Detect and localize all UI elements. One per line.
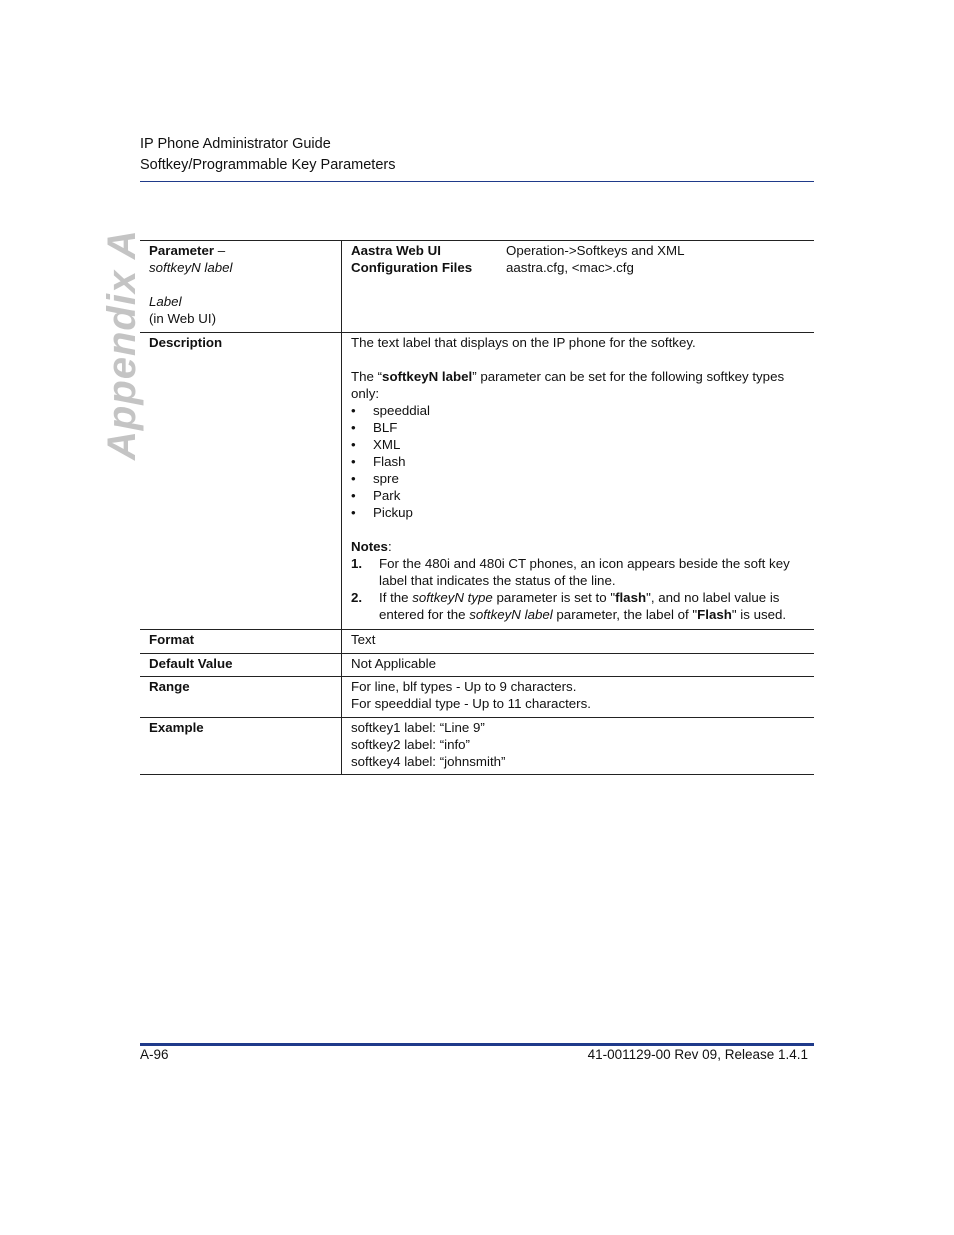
example-label: Example [149, 720, 204, 735]
table-row-parameter [140, 241, 814, 333]
example-label-cell [140, 718, 342, 775]
list-item: • Pickup [351, 505, 413, 520]
default-value-cell [342, 654, 815, 677]
description-line-1: The text label that displays on the IP phone for the softkey. [351, 335, 696, 350]
list-item: • BLF [351, 420, 398, 435]
table-row-format [140, 630, 814, 654]
parameter-label: Parameter [149, 243, 215, 258]
note-1: 1. For the 480i and 480i CT phones, an icon appears beside the soft key label that indicates the status of the line. [351, 556, 790, 588]
config-files-value: aastra.cfg, <mac>.cfg [506, 260, 634, 275]
list-item: • Park [351, 488, 401, 503]
default-label-cell [140, 654, 342, 677]
config-files-key: Configuration Files [351, 260, 473, 275]
range-line-2: For speeddial type - Up to 11 characters. [351, 696, 591, 711]
example-line: softkey1 label: “Line 9” [351, 720, 485, 735]
table-row-range [140, 677, 814, 718]
parameter-table [140, 240, 814, 775]
label-label: Label [149, 294, 182, 309]
parameter-dash: – [214, 243, 226, 258]
format-label-cell [140, 630, 342, 654]
example-line: softkey2 label: “info” [351, 737, 470, 752]
web-ui-value: Operation->Softkeys and XML [506, 243, 685, 258]
footer-rule [140, 1043, 814, 1046]
range-label-cell [140, 677, 342, 718]
document-id: 41-001129-00 Rev 09, Release 1.4.1 [587, 1047, 808, 1062]
example-value-cell [342, 718, 815, 775]
appendix-side-tab: Appendix A [100, 229, 144, 460]
table-row-description [140, 333, 814, 630]
format-value: Text [351, 632, 376, 647]
range-value-cell [342, 677, 815, 718]
config-cell [342, 241, 815, 333]
default-value: Not Applicable [351, 656, 437, 671]
running-header-section: Softkey/Programmable Key Parameters [140, 157, 396, 173]
example-line: softkey4 label: “johnsmith” [351, 754, 506, 769]
default-value-label: Default Value [149, 656, 233, 671]
running-header-title: IP Phone Administrator Guide [140, 136, 331, 152]
list-item: • spre [351, 471, 399, 486]
list-item: • XML [351, 437, 401, 452]
parameter-name: softkeyN label [149, 260, 233, 275]
description-label-cell [140, 333, 342, 630]
note-2: 2. If the softkeyN type parameter is set to "flash", and no label value is entered for the softkeyN label parameter, the label of "Flash" is used. [351, 590, 787, 622]
parameter-cell [140, 241, 342, 333]
list-item: • Flash [351, 454, 406, 469]
range-label: Range [149, 679, 190, 694]
table-row-example [140, 718, 814, 775]
description-line-2: The “softkeyN label” parameter can be set for the following softkey types only: [351, 369, 785, 401]
description-label: Description [149, 335, 223, 350]
label-note: (in Web UI) [149, 311, 216, 326]
notes-heading: Notes: [351, 539, 392, 554]
header-rule [140, 181, 814, 182]
description-cell [342, 333, 815, 630]
list-item: • speeddial [351, 403, 430, 418]
format-label: Format [149, 632, 195, 647]
table-row-default [140, 654, 814, 677]
range-line-1: For line, blf types - Up to 9 characters. [351, 679, 577, 694]
page-number: A-96 [140, 1047, 169, 1062]
format-value-cell [342, 630, 815, 654]
web-ui-key: Aastra Web UI [351, 243, 441, 258]
